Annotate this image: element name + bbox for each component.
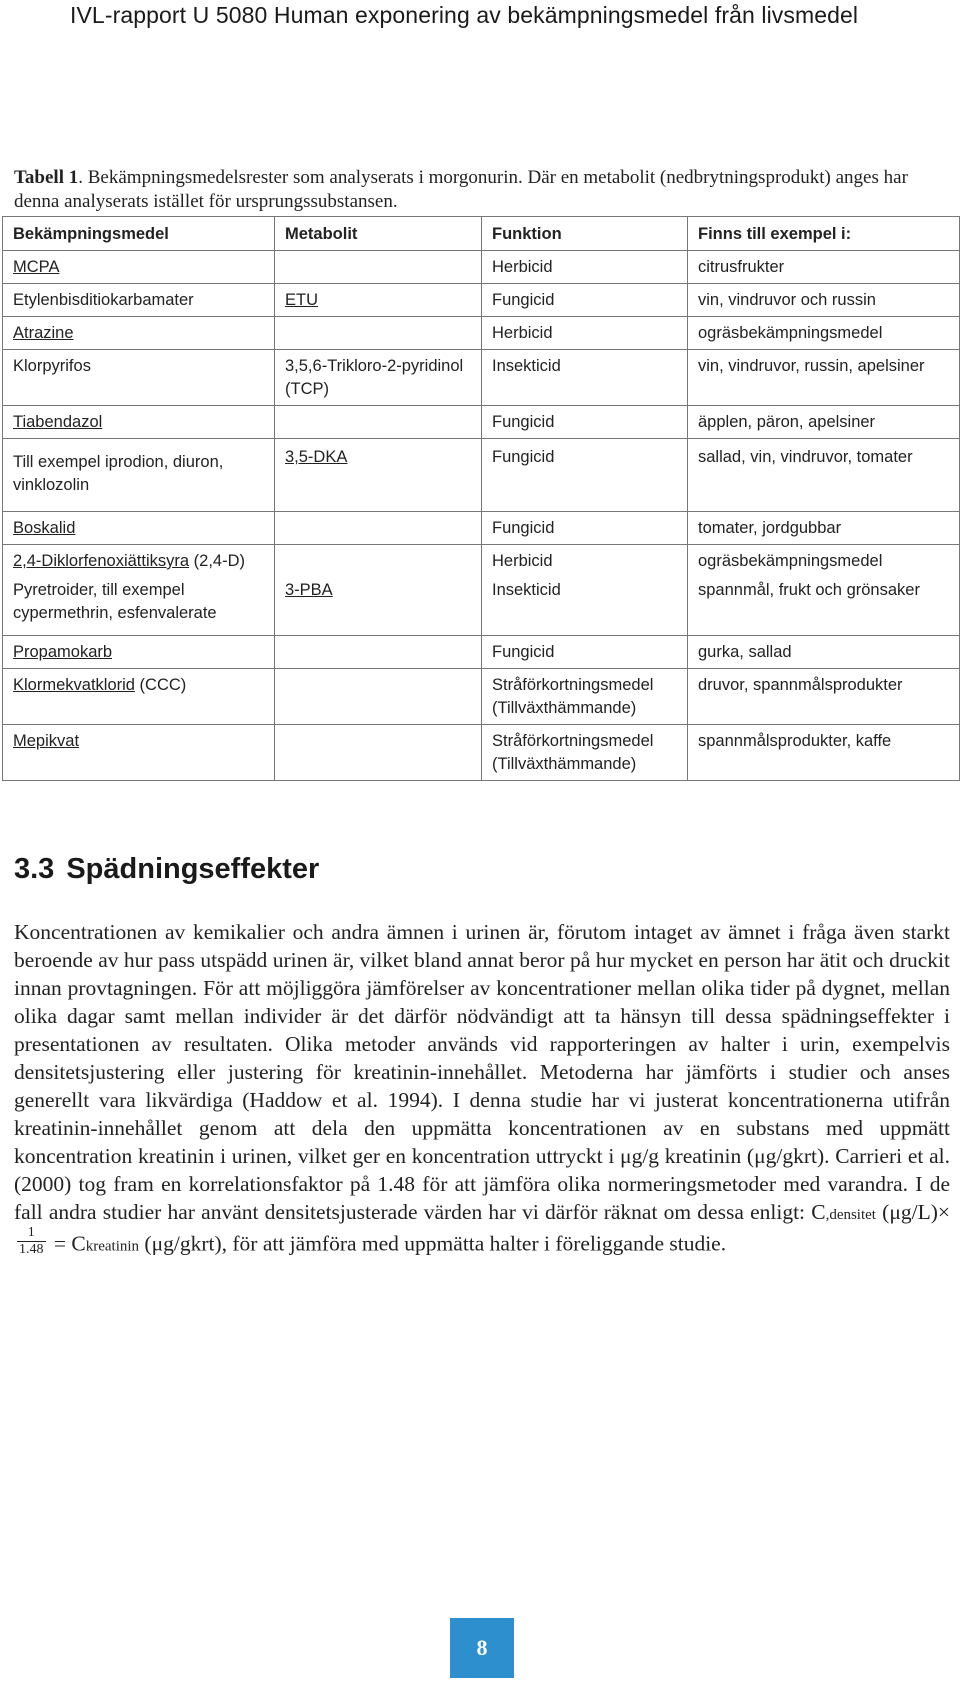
pesticide-table [2,216,960,781]
metabolite-cell [275,545,482,578]
fraction-denominator: 1.48 [19,1242,44,1257]
example-cell: gurka, sallad [688,636,960,669]
pesticide-cell [3,669,275,725]
function-cell: Insekticid [482,577,688,636]
pesticide-link[interactable]: Tiabendazol [13,413,103,431]
pesticide-cell [3,636,275,669]
pesticide-link[interactable]: Mepikvat [13,732,80,750]
metabolite-cell [275,636,482,669]
section-title: Spädningseffekter [66,853,320,885]
function-cell: Stråförkortningsmedel (Tillväxthämmande) [482,669,688,725]
pesticide-link[interactable]: Propamokarb [13,643,113,661]
function-cell: Herbicid [482,545,688,578]
metabolite-cell [275,406,482,439]
pesticide-link[interactable]: Boskalid [13,519,76,537]
example-cell: spannmål, frukt och grönsaker [688,577,960,636]
metabolite-cell [275,284,482,317]
table-row [3,725,960,781]
pesticide-cell [3,406,275,439]
metabolite-cell [275,669,482,725]
metabolite-link[interactable]: 3-PBA [285,581,333,599]
function-cell: Herbicid [482,317,688,350]
metabolite-cell [275,725,482,781]
example-cell: ogräsbekämpningsmedel [688,317,960,350]
table-row [3,512,960,545]
example-cell: druvor, spannmålsprodukter [688,669,960,725]
table-row [3,251,960,284]
table-caption-text: . Bekämpningsmedelsrester som analyserats i morgonurin. Där en metabolit (nedbrytningsprodukt) anges har denna analyserats istället för ursprungssubstansen. [14,167,908,212]
pesticide-cell [3,251,275,284]
section-heading [14,853,319,886]
metabolite-link[interactable]: ETU [285,291,318,309]
fraction [17,1225,46,1258]
table-row [3,545,960,578]
column-header: Bekämpningsmedel [3,217,275,251]
metabolite-cell [275,439,482,512]
table-row [3,636,960,669]
function-cell: Stråförkortningsmedel (Tillväxthämmande) [482,725,688,781]
pesticide-link[interactable]: Klormekvatklorid [13,676,135,694]
function-cell: Fungicid [482,284,688,317]
subscript-densitet: ,densitet [825,1207,876,1223]
column-header: Funktion [482,217,688,251]
table-row [3,439,960,512]
pesticide-cell: Klorpyrifos [3,350,275,406]
pesticide-cell: Etylenbisditiokarbamater [3,284,275,317]
table-row [3,317,960,350]
table-row [3,577,960,636]
example-cell: spannmålsprodukter, kaffe [688,725,960,781]
page-number: 8 [450,1618,514,1678]
formula-part: (μg/L)× [875,1200,950,1224]
example-cell: vin, vindruvor, russin, apelsiner [688,350,960,406]
metabolite-cell [275,317,482,350]
column-header: Finns till exempel i: [688,217,960,251]
example-cell: sallad, vin, vindruvor, tomater [688,439,960,512]
pesticide-cell: Pyretroider, till exempel cypermethrin, esfenvalerate [3,577,275,636]
metabolite-cell: 3,5,6-Trikloro-2-pyridinol (TCP) [275,350,482,406]
metabolite-link[interactable]: 3,5-DKA [285,448,348,466]
pesticide-suffix: (CCC) [134,676,187,694]
function-cell: Fungicid [482,512,688,545]
example-cell: tomater, jordgubbar [688,512,960,545]
function-cell: Fungicid [482,439,688,512]
pesticide-link[interactable]: Atrazine [13,324,74,342]
column-header: Metabolit [275,217,482,251]
pesticide-link[interactable]: MCPA [13,258,60,276]
table-caption-label: Tabell 1 [14,167,79,188]
table-row [3,406,960,439]
report-header: IVL-rapport U 5080 Human exponering av bekämpningsmedel från livsmedel [70,2,859,28]
metabolite-cell [275,251,482,284]
metabolite-cell [275,512,482,545]
example-cell: citrusfrukter [688,251,960,284]
metabolite-cell [275,577,482,636]
function-cell: Fungicid [482,636,688,669]
function-cell: Fungicid [482,406,688,439]
pesticide-suffix: (2,4-D) [189,552,245,570]
fraction-numerator: 1 [27,1225,35,1240]
paragraph-end: (μg/gkrt), för att jämföra med uppmätta halter i föreliggande studie. [139,1231,727,1256]
pesticide-link[interactable]: 2,4-Diklorfenoxiättiksyra [13,552,190,570]
pesticide-cell [3,725,275,781]
pesticide-cell [3,545,275,578]
table-row [3,669,960,725]
table-row [3,350,960,406]
example-cell: äpplen, päron, apelsiner [688,406,960,439]
paragraph-text: Koncentrationen av kemikalier och andra ämnen i urinen är, förutom intaget av ämnet i fråga även starkt beroende av hur pass utspädd urinen är, vilket bland annat beror på hur mycket en person har ätit och druckit innan provtagningen. För att möjliggöra jämförelser av koncentrationer mellan olika tider på dygnet, mellan olika dagar samt mellan individer är det därför nödvändigt att ta hänsyn till dessa spädningseffekter i presentationen av resultaten. Olika metoder används vid rapporteringen av halter i urin, exempelvis densitetsjustering eller justering för kreatinin-innehållet. Metoderna har jämförts i studier och anses generellt vara likvärdiga (Haddow et al. 1994). I denna studie har vi justerat koncentrationerna utifrån kreatinin-innehållet genom att dela den uppmätta koncentrationen av en substans med uppmätt koncentration kreatinin i urinen, vilket ger en koncentration uttryckt i μg/g kreatinin (μg/gkrt). Carrieri et al. (2000) tog fram en korrelationsfaktor på 1.48 för att jämföra olika normeringsmetoder med varandra. I de fall andra studier har använt densitetsjusterade värden har vi därför räknat om dessa enligt: C [14,920,950,1224]
pesticide-cell [3,317,275,350]
pesticide-cell: Till exempel iprodion, diuron, vinklozolin [3,439,275,512]
section-number: 3.3 [14,853,55,885]
table-header-row [3,217,960,251]
subscript-kreatinin: kreatinin [85,1238,140,1255]
pesticide-cell [3,512,275,545]
section-paragraph [14,918,950,1262]
table-row [3,284,960,317]
example-cell: ogräsbekämpningsmedel [688,545,960,578]
function-cell: Insekticid [482,350,688,406]
function-cell: Herbicid [482,251,688,284]
table-caption [14,166,954,214]
example-cell: vin, vindruvor och russin [688,284,960,317]
formula-part: = C [48,1231,86,1256]
